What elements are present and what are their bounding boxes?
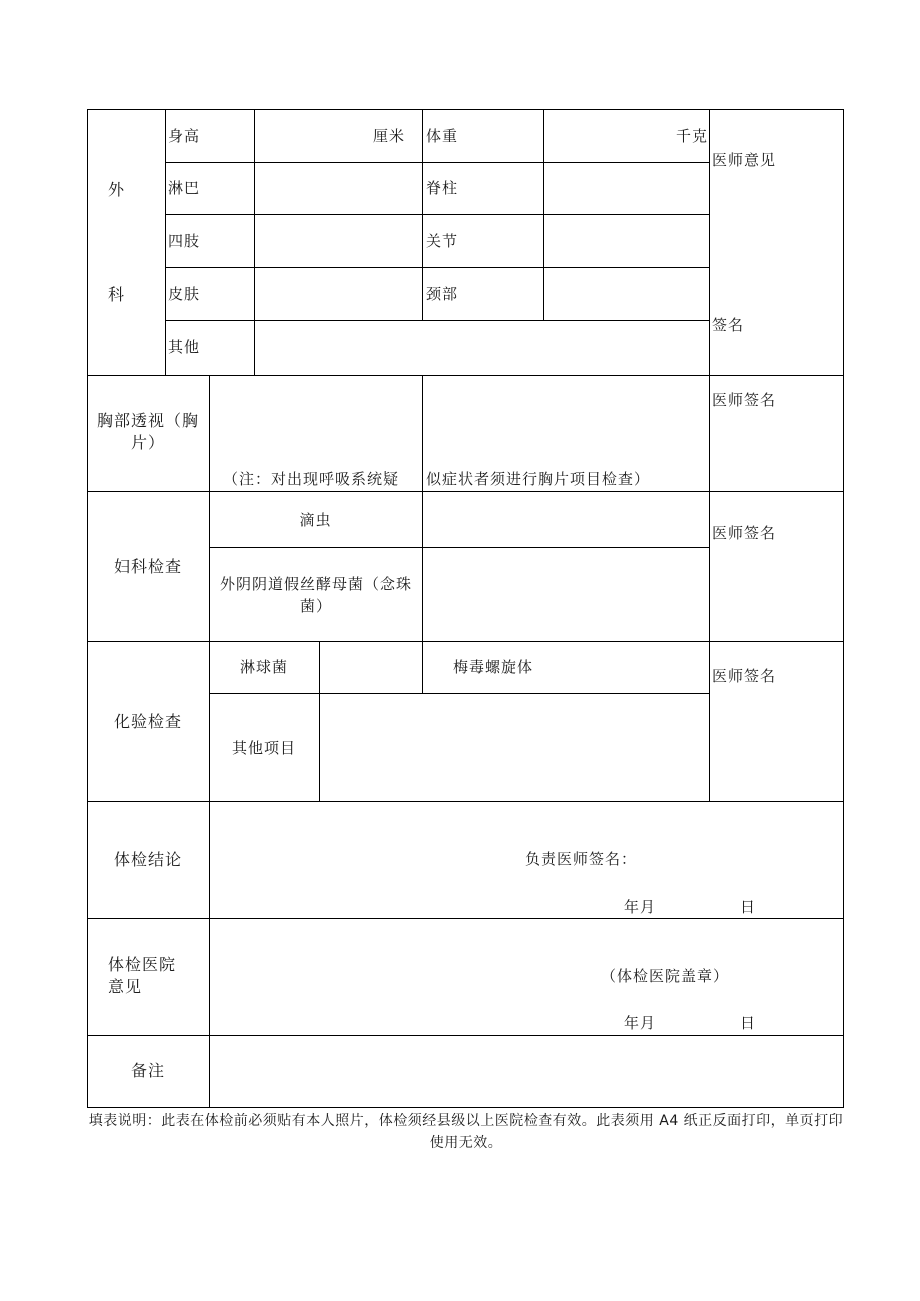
joints-label: 关节 [426,232,459,250]
skin-label: 皮肤 [168,285,201,303]
conclusion-year-month: 年月 [624,898,657,916]
remarks-label: 备注 [130,1061,165,1080]
lab-label: 化验检查 [113,712,182,731]
other-items-label: 其他项目 [231,739,296,757]
weight-label: 体重 [426,127,459,145]
surgery-title-char-1: 外 [108,180,126,199]
trichomonas-label: 滴虫 [299,511,332,529]
hospital-stamp: （体检医院盖章） [601,967,730,985]
hospital-opinion-label: 体检医院意见 [108,955,177,996]
weight-unit: 千克 [676,127,709,145]
limbs-label: 四肢 [168,232,201,250]
lab-doctor-signature: 医师签名 [712,667,777,685]
other-label: 其他 [168,338,201,356]
chest-label: 胸部透视（胸片） [96,411,199,452]
surgery-signature: 签名 [712,316,745,334]
gynecology-doctor-signature: 医师签名 [712,524,777,542]
gynecology-label: 妇科检查 [113,557,182,576]
conclusion-label: 体检结论 [113,850,182,869]
responsible-doctor-signature: 负责医师签名： [525,850,638,868]
spine-label: 脊柱 [426,179,459,197]
chest-note-part2: 似症状者须进行胸片项目检查） [426,470,651,488]
gonococcus-label: 淋球菌 [239,658,288,676]
candida-label: 外阴阴道假丝酵母菌（念珠菌） [219,575,412,615]
hospital-day: 日 [740,1014,757,1032]
surgery-title-char-2: 科 [108,285,126,304]
hospital-year-month: 年月 [624,1014,657,1032]
conclusion-day: 日 [740,898,757,916]
chest-doctor-signature: 医师签名 [712,391,777,409]
lymph-label: 淋巴 [168,179,201,197]
surgery-doctor-opinion: 医师意见 [712,151,777,169]
form-instructions: 填表说明：此表在体检前必须贴有本人照片，体检须经县级以上医院检查有效。此表须用 A4 纸正反面打印，单页打印使用无效。 [88,1113,844,1151]
neck-label: 颈部 [426,285,459,303]
chest-note-part1: （注：对出现呼吸系统疑 [223,470,400,488]
height-label: 身高 [168,127,201,145]
height-unit: 厘米 [373,127,406,145]
syphilis-label: 梅毒螺旋体 [453,658,534,676]
